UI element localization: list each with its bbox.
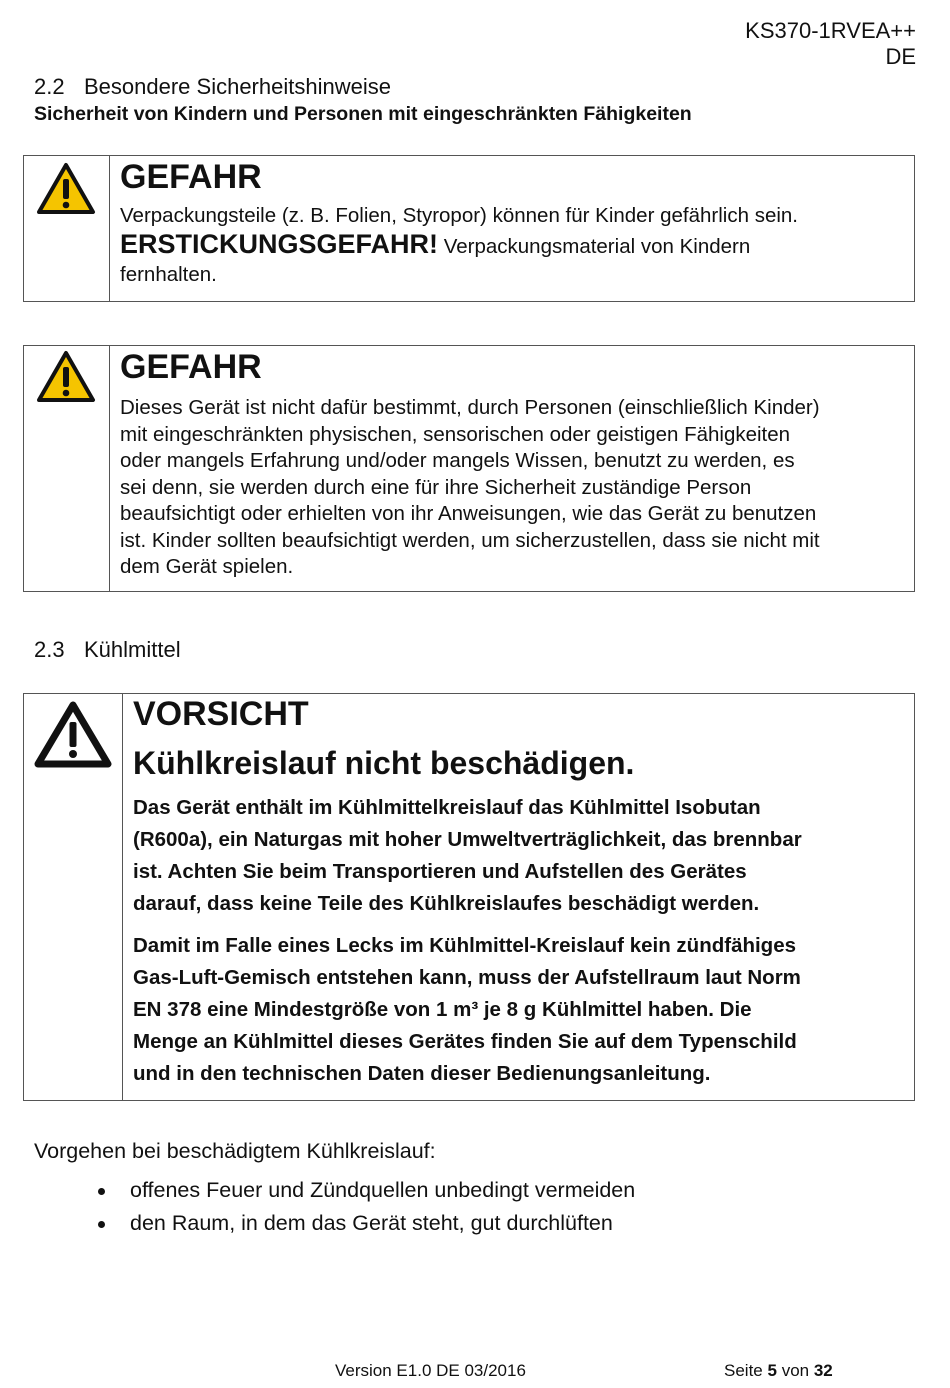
icon-column [24, 346, 110, 591]
caution-line: und in den technischen Daten dieser Bedienungsanleitung. [133, 1062, 711, 1085]
procedure-list [96, 1178, 635, 1244]
caution-paragraph [133, 930, 904, 1090]
caution-line: EN 378 eine Mindestgröße von 1 m³ je 8 g Kühlmittel haben. Die [133, 998, 752, 1021]
danger-line: sei denn, sie werden durch eine für ihre Sicherheit zuständige Person [120, 475, 752, 499]
list-item [96, 1178, 635, 1211]
danger-line: oder mangels Erfahrung und/oder mangels Wissen, benutzt zu werden, es [120, 449, 795, 472]
danger-text [120, 395, 904, 581]
danger-line: beaufsichtigt oder erhielten von ihr Anweisungen, wie das Gerät zu benutzen [120, 502, 817, 525]
total-pages: 32 [813, 1361, 833, 1380]
list-item-text: den Raum, in dem das Gerät steht, gut durchlüften [130, 1211, 613, 1235]
danger-line: Dieses Gerät ist nicht dafür bestimmt, durch Personen (einschließlich Kinder) [120, 396, 820, 419]
footer-version: Version E1.0 DE 03/2016 [335, 1361, 526, 1380]
bullet-icon [98, 1221, 105, 1228]
section-title: Kühlmittel [84, 637, 181, 662]
section-title: Besondere Sicherheitshinweise [84, 74, 391, 99]
document-header [745, 18, 916, 70]
danger-line: Verpackungsteile (z. B. Folien, Styropor) können für Kinder gefährlich sein. [120, 204, 798, 227]
caution-triangle-icon [33, 700, 113, 770]
caution-line: Menge an Kühlmittel dieses Gerätes finden Sie auf dem Typenschild [133, 1030, 797, 1053]
danger-line: Verpackungsmaterial von Kindern [438, 235, 751, 258]
caution-line: Gas-Luft-Gemisch entstehen kann, muss der Aufstellraum laut Norm [133, 966, 801, 989]
caution-line: Das Gerät enthält im Kühlmittelkreislauf das Kühlmittel Isobutan [133, 796, 761, 819]
caution-box-refrigerant [23, 693, 915, 1101]
danger-title: GEFAHR [120, 348, 262, 386]
danger-box-persons [23, 345, 915, 592]
danger-line: ist. Kinder sollten beaufsichtigt werden, um sicherzustellen, dass sie nicht mit [120, 528, 820, 552]
danger-box-packaging [23, 155, 915, 302]
section-number: 2.2 [34, 74, 65, 99]
language-code: DE [885, 44, 916, 69]
section-heading-2-3 [34, 637, 181, 663]
danger-title: GEFAHR [120, 158, 262, 196]
footer-page-number [724, 1361, 833, 1381]
section-heading-2-2 [34, 74, 391, 100]
current-page: 5 [767, 1361, 777, 1380]
section-number: 2.3 [34, 637, 65, 662]
section-subtitle: Sicherheit von Kindern und Personen mit eingeschränkten Fähigkeiten [34, 103, 692, 125]
procedure-intro: Vorgehen bei beschädigtem Kühlkreislauf: [34, 1139, 436, 1163]
warning-triangle-icon [36, 162, 96, 216]
caution-line: (R600a), ein Naturgas mit hoher Umweltverträglichkeit, das brennbar [133, 828, 802, 851]
caution-line: ist. Achten Sie beim Transportieren und Aufstellen des Gerätes [133, 860, 747, 883]
danger-line: dem Gerät spielen. [120, 555, 294, 578]
warning-triangle-icon [36, 350, 96, 404]
list-item [96, 1211, 635, 1244]
bullet-icon [98, 1188, 105, 1195]
danger-line: mit eingeschränkten physischen, sensorischen oder geistigen Fähigkeiten [120, 422, 791, 446]
icon-column [24, 156, 110, 301]
caution-line: Damit im Falle eines Lecks im Kühlmittel-Kreislauf kein zündfähiges [133, 934, 797, 957]
caution-paragraph [133, 792, 904, 920]
list-item-text: offenes Feuer und Zündquellen unbedingt vermeiden [130, 1178, 636, 1202]
suffocation-warning: ERSTICKUNGSGEFAHR! [120, 229, 439, 259]
of-label: von [781, 1361, 810, 1380]
icon-column [24, 694, 123, 1100]
caution-title: VORSICHT [133, 695, 309, 733]
caution-heading: Kühlkreislauf nicht beschädigen. [133, 745, 635, 781]
danger-line: fernhalten. [120, 263, 217, 286]
page-label: Seite [724, 1361, 763, 1380]
caution-line: darauf, dass keine Teile des Kühlkreislaufes beschädigt werden. [133, 892, 760, 915]
model-number: KS370-1RVEA++ [745, 18, 916, 43]
danger-text [120, 202, 904, 289]
